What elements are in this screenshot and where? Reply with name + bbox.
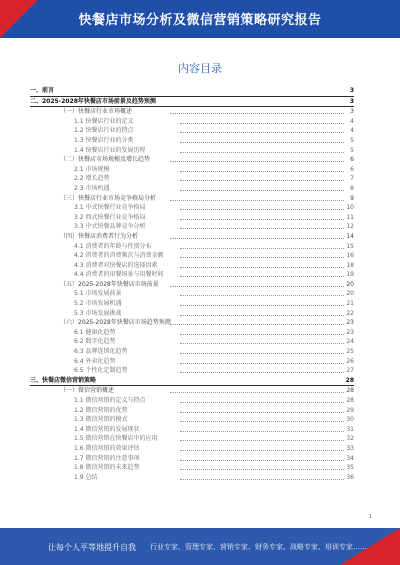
toc-entry-page: 26 [346, 357, 354, 365]
toc-entry-page: 25 [346, 348, 354, 356]
toc-entry[interactable] [30, 280, 354, 290]
toc-entry-page: 12 [346, 223, 354, 231]
toc-entry-page: 4 [350, 127, 354, 135]
toc-entry-page: 20 [346, 290, 354, 298]
toc-entry[interactable] [30, 232, 354, 242]
toc-entry-page: 3 [349, 97, 354, 105]
toc-entry-page: 22 [346, 309, 354, 317]
toc-entry-page: 34 [346, 454, 354, 462]
toc-entry[interactable] [30, 222, 354, 232]
toc-entry-label: 3.1 中式快餐行业竞争格局 [74, 204, 146, 212]
document-title: 快餐店市场分析及微信营销策略研究报告 [78, 13, 322, 28]
toc-leader-dots [180, 209, 344, 210]
toc-entry[interactable] [30, 415, 354, 425]
toc-entry[interactable] [30, 299, 354, 309]
toc-entry[interactable] [30, 213, 354, 223]
footer-banner [0, 528, 400, 565]
toc-entry[interactable] [30, 289, 354, 299]
toc-leader-dots [180, 276, 344, 277]
toc-entry[interactable] [30, 117, 354, 127]
toc-leader-dots [170, 113, 344, 114]
toc-entry-page: 29 [346, 406, 354, 414]
toc-entry[interactable] [30, 357, 354, 367]
toc-leader-dots [180, 460, 344, 461]
toc-leader-dots [180, 469, 344, 470]
toc-leader-dots [180, 431, 344, 432]
toc-entry[interactable] [30, 425, 354, 435]
toc-entry-page: 20 [346, 280, 354, 288]
toc-entry-page: 6 [350, 165, 354, 173]
toc-entry-page: 28 [346, 397, 354, 404]
toc-leader-dots [180, 402, 344, 403]
toc-leader-dots [180, 152, 344, 153]
toc-entry-page: 23 [346, 328, 354, 336]
toc-entry[interactable] [30, 376, 354, 387]
toc-entry-page: 4 [350, 117, 354, 125]
toc-entry[interactable] [30, 366, 354, 376]
toc-leader-dots [180, 412, 344, 413]
toc-entry-page: 19 [346, 271, 354, 279]
toc-list [30, 86, 354, 482]
toc-entry-label: 1.2 快餐店行业的特点 [74, 127, 134, 135]
toc-entry-label: 1.8 微信营销的未来趋势 [74, 464, 140, 472]
toc-entry-page: 30 [346, 416, 354, 424]
toc-leader-dots [180, 123, 344, 124]
toc-leader-dots [180, 353, 344, 354]
toc-leader-dots [180, 257, 344, 258]
toc-entry-label: 2.2 增长趋势 [74, 175, 110, 183]
toc-entry[interactable] [30, 184, 354, 194]
toc-entry-page: 35 [346, 464, 354, 472]
toc-entry-label: 1.3 快餐店行业的分类 [74, 136, 134, 144]
toc-leader-dots [180, 450, 344, 451]
toc-entry-page: 21 [346, 300, 354, 308]
footer-tags: 行业专家、管理专家、营销专家、财务专家、战略专家、培训专家…… [150, 543, 367, 551]
toc-entry-label: 1.1 微信营销的定义与特点 [74, 397, 146, 404]
toc-entry-label: 1.4 微信营销的发展现状 [74, 425, 140, 433]
toc-leader-dots [180, 248, 344, 249]
toc-entry-page: 27 [346, 367, 354, 375]
toc-entry[interactable] [30, 347, 354, 357]
toc-entry-page: 28 [345, 376, 354, 384]
toc-entry-page: 3 [349, 87, 354, 94]
toc-entry-label: （六）2025-2028年快餐店市场趋势预测 [60, 319, 171, 327]
toc-entry-label: 1.7 微信营销的注意事项 [74, 454, 140, 462]
toc-entry-page: 31 [346, 425, 354, 433]
toc-leader-dots [180, 171, 344, 172]
toc-entry[interactable] [30, 444, 354, 454]
toc-leader-dots [170, 392, 344, 393]
toc-leader-dots [180, 142, 344, 143]
toc-leader-dots [170, 286, 344, 287]
toc-entry-label: 1.3 微信营销的模式 [74, 416, 128, 424]
toc-entry-label: 4.3 消费者对快餐店的选择因素 [74, 261, 158, 269]
toc-entry-page: 32 [346, 435, 354, 443]
toc-leader-dots [180, 315, 344, 316]
toc-entry-label: 4.4 消费者的用餐场景与用餐时间 [74, 271, 164, 279]
toc-entry-label: 2.3 市场机遇 [74, 184, 110, 192]
header-banner [0, 0, 400, 38]
toc-leader-dots [180, 267, 344, 268]
toc-entry[interactable] [30, 146, 354, 156]
toc-entry-page: 5 [350, 146, 354, 154]
toc-entry[interactable] [30, 242, 354, 252]
toc-leader-dots [180, 479, 344, 480]
footer-label: 让每个人平等地提升自我 [48, 543, 136, 552]
toc-entry-page: 10 [346, 204, 354, 212]
toc-entry[interactable] [30, 406, 354, 416]
toc-leader-dots [180, 295, 344, 296]
toc-leader-dots [170, 238, 344, 239]
toc-leader-dots [180, 219, 344, 220]
toc-entry-label: （三）快餐店行业市场竞争格局分析 [60, 194, 157, 202]
toc-entry[interactable] [30, 97, 354, 108]
toc-entry[interactable] [30, 309, 354, 319]
toc-entry-page: 23 [346, 319, 354, 327]
toc-entry-label: 6.4 外卖化趋势 [74, 357, 116, 365]
toc-leader-dots [180, 180, 344, 181]
toc-leader-dots [180, 190, 344, 191]
toc-entry-label: 5.3 市场发展挑战 [74, 309, 122, 317]
toc-entry-label: 3.2 西式快餐行业竞争格局 [74, 213, 146, 221]
toc-entry-page: 28 [346, 387, 354, 395]
toc-entry[interactable] [30, 270, 354, 280]
toc-entry[interactable] [30, 194, 354, 204]
page-number: 1 [368, 514, 372, 520]
toc-entry[interactable] [30, 386, 354, 396]
toc-leader-dots [180, 372, 344, 373]
toc-entry[interactable] [30, 126, 354, 136]
toc-entry-label: 4.2 消费者的消费频次与消费金额 [74, 252, 164, 260]
toc-entry-label: 1.9 总结 [74, 473, 98, 481]
toc-entry[interactable] [30, 434, 354, 444]
toc-entry-label: 6.1 健康化趋势 [74, 328, 116, 336]
toc-entry-label: 1.2 微信营销的优势 [74, 406, 128, 414]
toc-entry-label: 1.4 快餐店行业的发展历程 [74, 146, 146, 154]
toc-entry-page: 5 [350, 136, 354, 144]
toc-entry-label: 6.5 个性化定制趋势 [74, 367, 128, 375]
toc-entry-label: 3.3 中式快餐品牌竞争分析 [74, 223, 146, 231]
toc-leader-dots [180, 363, 344, 364]
toc-entry[interactable] [30, 155, 354, 165]
toc-entry-label: （二）快餐店市场规模及增长趋势 [60, 156, 151, 164]
toc-entry[interactable] [30, 107, 354, 117]
toc-entry-page: 33 [346, 444, 354, 452]
toc-entry-label: 6.3 品牌连锁化趋势 [74, 348, 128, 356]
toc-entry-page: 14 [346, 232, 354, 240]
toc-entry-label: （一）微信营销概述 [60, 387, 115, 395]
toc-entry-page: 3 [350, 108, 354, 116]
toc-entry-label: 三、快餐店微信营销策略 [30, 376, 97, 384]
toc-leader-dots [170, 324, 344, 325]
toc-entry[interactable] [30, 463, 354, 473]
toc-entry[interactable] [30, 251, 354, 261]
toc-leader-dots [180, 440, 344, 441]
toc-entry[interactable] [30, 86, 354, 97]
toc-leader-dots [180, 132, 344, 133]
toc-entry-label: 二、2025-2028年快餐店市场前景及趋势预测 [30, 97, 156, 105]
toc-entry-page: 24 [346, 338, 354, 346]
toc-entry-page: 36 [346, 473, 354, 481]
toc-entry-page: 11 [346, 213, 354, 221]
toc-leader-dots [170, 200, 344, 201]
toc-entry[interactable] [30, 337, 354, 347]
toc-entry-label: 5.1 市场发展前景 [74, 290, 122, 298]
toc-entry-label: （四）快餐店消费者行为分析 [60, 232, 139, 240]
toc-leader-dots [180, 228, 344, 229]
toc-entry[interactable] [30, 174, 354, 184]
toc-entry-label: 一、前言 [30, 87, 55, 94]
toc-leader-dots [170, 161, 344, 162]
toc-entry-page: 8 [350, 184, 354, 192]
toc-entry-label: 1.5 微信营销在快餐店中的应用 [74, 435, 158, 443]
toc-entry-page: 9 [350, 194, 354, 202]
toc-entry[interactable] [30, 396, 354, 406]
toc-entry[interactable] [30, 203, 354, 213]
toc-entry-page: 7 [350, 175, 354, 183]
toc-entry[interactable] [30, 473, 354, 483]
toc-entry-label: 2.1 市场规模 [74, 165, 110, 173]
toc-entry-label: 4.1 消费者的年龄与性别分布 [74, 242, 152, 250]
toc-entry-page: 15 [346, 242, 354, 250]
toc-leader-dots [180, 421, 344, 422]
toc-entry-label: 1.1 快餐店行业的定义 [74, 117, 134, 125]
toc-entry[interactable] [30, 165, 354, 175]
toc-leader-dots [180, 343, 344, 344]
toc-entry-label: 5.2 市场发展机遇 [74, 300, 122, 308]
toc-leader-dots [180, 305, 344, 306]
toc-entry[interactable] [30, 261, 354, 271]
toc-entry-page: 18 [346, 261, 354, 269]
toc-entry-label: （一）快餐店行业市场概述 [60, 108, 133, 116]
toc-entry[interactable] [30, 318, 354, 328]
toc-entry-page: 16 [346, 252, 354, 260]
toc-entry-label: （五）2025-2028年快餐店市场前景 [60, 280, 159, 288]
toc-entry[interactable] [30, 136, 354, 146]
toc-entry[interactable] [30, 328, 354, 338]
toc-heading: 内容目录 [178, 62, 222, 75]
toc-entry[interactable] [30, 454, 354, 464]
toc-leader-dots [180, 334, 344, 335]
toc-entry-label: 1.6 微信营销的效果评估 [74, 444, 140, 452]
toc-entry-page: 6 [350, 156, 354, 164]
toc-entry-label: 6.2 数字化趋势 [74, 338, 116, 346]
